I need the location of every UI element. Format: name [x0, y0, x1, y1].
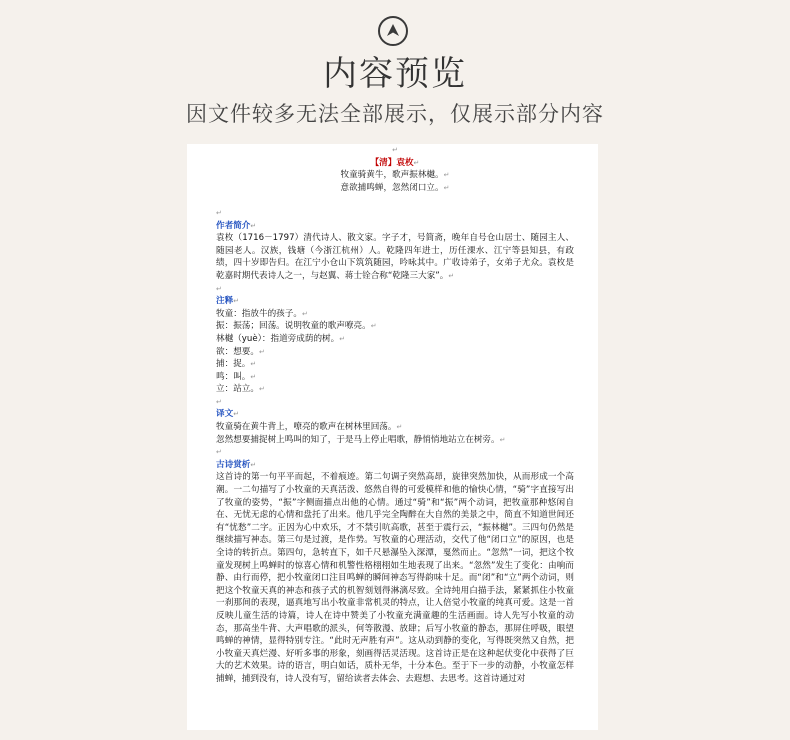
note-item: 振：振荡；回荡。说明牧童的歌声嘹亮。↵: [216, 321, 377, 332]
note-item: 欲：想要。↵: [216, 346, 265, 357]
notes-heading: 注释↵: [216, 296, 240, 307]
translation-heading: 译文↵: [216, 409, 240, 420]
note-item: 牧童：指放牛的孩子。↵: [216, 308, 308, 319]
appreciation-heading: 古诗赏析↵: [216, 459, 257, 470]
up-arrow-circle-icon: [378, 16, 408, 46]
translation-line: 忽然想要捕捉树上鸣叫的知了，于是马上停止唱歌，静悄悄地站立在树旁。↵: [216, 434, 506, 445]
translation-line: 牧童骑在黄牛背上，嘹亮的歌声在树林里回荡。↵: [216, 422, 403, 433]
paragraph-mark: ↵: [392, 146, 398, 154]
poem-line-1: 牧童骑黄牛，歌声振林樾。↵: [340, 170, 450, 181]
paragraph-mark: ↵: [216, 208, 222, 217]
paragraph-mark: ↵: [216, 397, 222, 406]
paragraph-mark: ↵: [216, 448, 222, 457]
poem-line-2: 意欲捕鸣蝉，忽然闭口立。↵: [340, 182, 450, 193]
appreciation-text: 这首诗的第一句平平而起，不着痕迹。第二句调子突然高昂，旋律突然加快，从而形成一个高潮。一二句描写了小牧童的天真活泼、悠然自得的可爱模样和他的愉快心情，“骑”字直接写出了牧童的姿势，“振”字侧面描点出他的心情。通过“骑”和“振”两个动词，把牧童那种悠闲自在、无忧无虑的心情和盘托了出来。他几乎完全陶醉在大自然的美景之中，简直不知道世间还有“忧愁”二字。正因为心中欢乐，才不禁引吭高歌，甚至于震行云，“振林樾”。三四句仍然是继续描写神态。第三句是过渡，是作势。写牧童的心理活动，交代了他“闭口立”的原因，也是全诗的转折点。第四句，急转直下，如千尺悬瀑坠入深潭，戛然而止。“忽然”一词，把这个牧童发现树上鸣蝉时的惊喜心情和机警性格栩栩如生地表现了出来。“忽然”发生了变化：由响而静、由行而停，把小牧童闭口注目鸣蝉的瞬间神态写得韵味十足。而“闭”和“立”两个动词，则把这个牧童天真的神态和孩子式的机智刻划得淋漓尽致。全诗纯用白描手法，紧紧抓住小牧童一刹那间的表现，逼真地写出小牧童非常机灵的特点，让人倍觉小牧童的纯真可爱。这是一首反映儿童生活的诗篇，诗人在诗中赞美了小牧童充满童趣的生活画面。诗人先写小牧童的动态，那高坐牛背、大声唱歌的派头，何等散漫、放肆；后写小牧童的静态，那屏住呼吸，眼望鸣蝉的神情，显得特别专注。“此时无声胜有声”。这从动到静的变化，写得既突然又自然，把小牧童天真烂漫、好听多事的形象，刻画得活灵活现。这首诗正是在这种起伏变化中获得了巨大的艺术效果。诗的语言，明白如话，质朴无华，十分本色。至于下一步的动静，小牧童怎样捕蝉，捕到没有，诗人没有写，留给读者去体会、去遐想、去思考。这首诗通过对: [216, 472, 574, 684]
note-item: 捕：捉。↵: [216, 359, 257, 370]
poem-author: 【清】袁枚↵: [370, 157, 420, 168]
author-intro-heading: 作者简介↵: [216, 220, 257, 231]
document-preview: [187, 144, 598, 730]
note-item: 林樾（yuè）：指道旁成荫的树。↵: [216, 333, 346, 344]
page-subtitle: 因文件较多无法全部展示，仅展示部分内容: [186, 102, 604, 126]
paragraph-mark: ↵: [216, 284, 222, 293]
note-item: 鸣：叫。↵: [216, 371, 257, 382]
author-intro-text: 袁枚（1716－1797）清代诗人、散文家。字子才，号简斋，晚年自号仓山居士、随园主人、随园老人。汉族，钱塘（今浙江杭州）人。乾隆四年进士，历任溧水、江宁等县知县，有政绩，四十岁即告归。在江宁小仓山下筑筑随园，吟咏其中。广收诗弟子，女弟子尤众。袁枚是乾嘉时期代表诗人之一，与赵翼、蒋士铨合称“乾隆三大家”。↵: [216, 233, 574, 281]
note-item: 立：站立。↵: [216, 384, 265, 395]
page-title: 内容预览: [323, 54, 467, 94]
